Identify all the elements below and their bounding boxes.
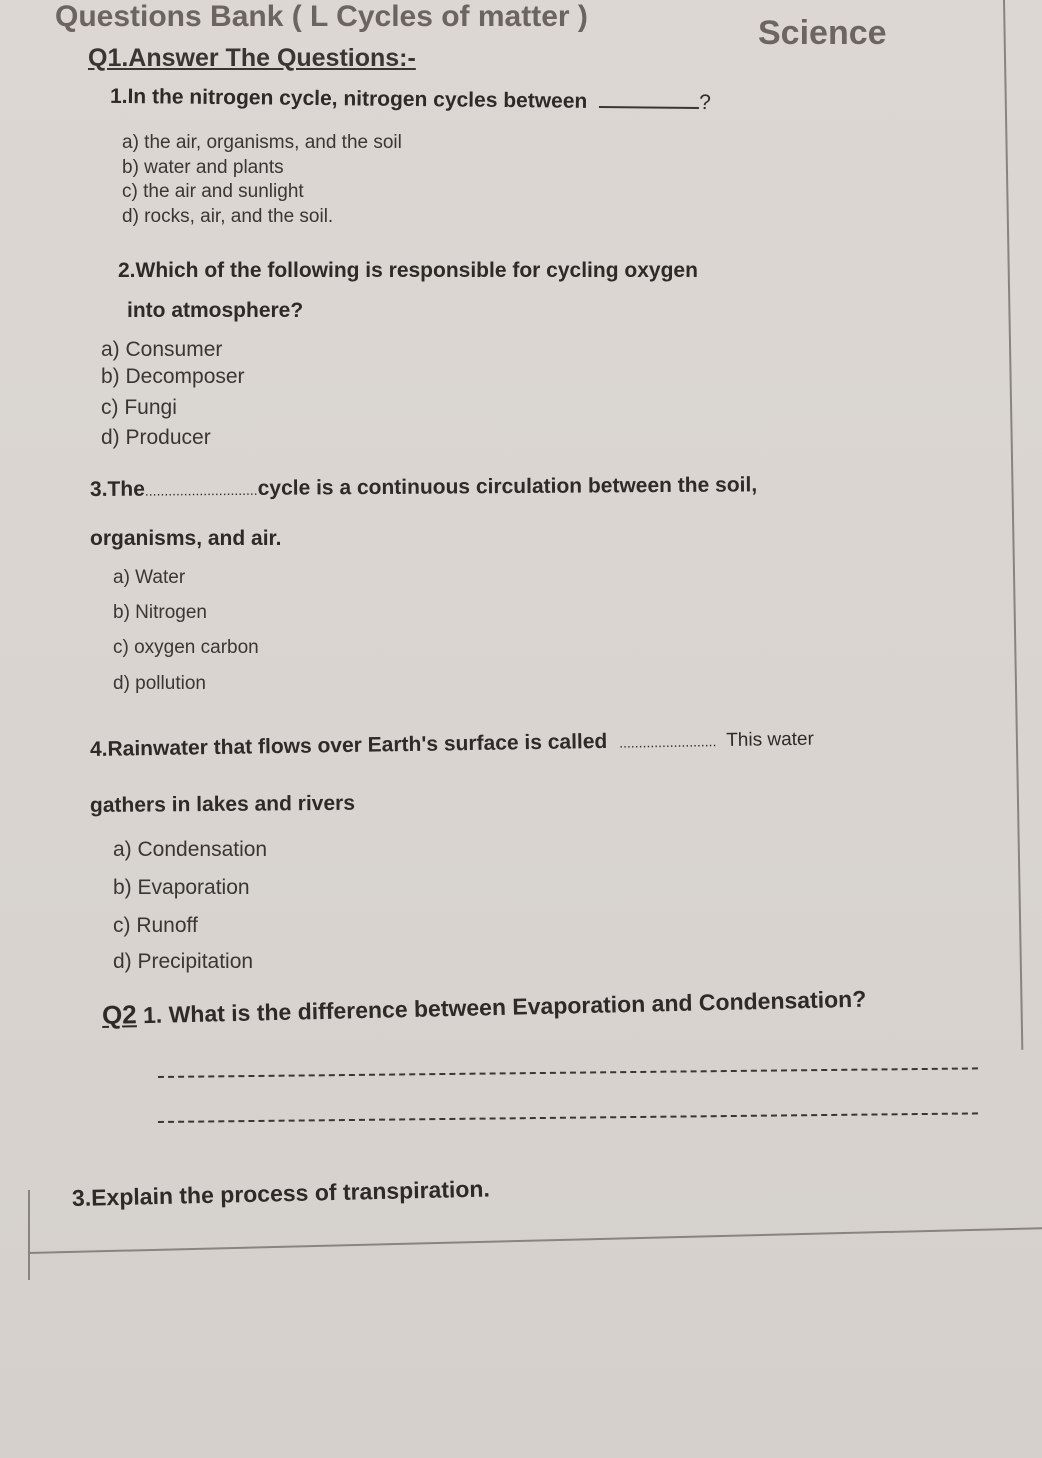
section-heading-q2: Q2 <box>101 999 138 1030</box>
q2-question-3: 3.Explain the process of transpiration. <box>71 1175 491 1211</box>
answer-blank-dots: ............................. <box>144 481 258 499</box>
answer-line-1 <box>158 1067 978 1078</box>
option-2d: d) Producer <box>101 426 211 449</box>
option-1c: c) the air and sunlight <box>122 181 304 202</box>
option-3c: c) oxygen carbon <box>113 637 259 658</box>
page-border-right <box>1003 0 1023 1050</box>
question-3-line-2: organisms, and air. <box>90 527 282 550</box>
question-4-line-1 <box>90 727 814 762</box>
option-1b: b) water and plants <box>122 157 284 178</box>
option-3b: b) Nitrogen <box>113 602 207 623</box>
question-4-text-start: 4.Rainwater that flows over Earth's surface is called <box>89 729 608 761</box>
option-4c: c) Runoff <box>113 914 198 937</box>
option-3a: a) Water <box>113 567 186 588</box>
question-4-text-end: This water <box>726 728 815 752</box>
question-mark: ? <box>699 91 711 115</box>
page-border-bottom <box>28 1227 1042 1254</box>
option-1a: a) the air, organisms, and the soil <box>122 132 402 153</box>
option-4d: d) Precipitation <box>113 950 254 973</box>
answer-blank <box>599 106 699 109</box>
question-4-line-2: gathers in lakes and rivers <box>89 791 356 817</box>
answer-blank-dots: ......................... <box>619 733 717 751</box>
question-2-line-2: into atmosphere? <box>127 299 304 322</box>
question-3-text-start: 3.The <box>89 477 145 501</box>
question-2-line-1: 2.Which of the following is responsible for cycling oxygen <box>118 259 698 282</box>
question-1-text: 1.In the nitrogen cycle, nitrogen cycles between <box>109 84 588 113</box>
option-3d: d) pollution <box>113 673 206 694</box>
option-2b: b) Decomposer <box>101 365 245 388</box>
option-1d: d) rocks, air, and the soil. <box>122 206 334 227</box>
option-4a: a) Condensation <box>113 838 268 861</box>
question-3-text-end: cycle is a continuous circulation between the soil, <box>257 473 758 500</box>
page-border-left <box>28 1190 30 1280</box>
q2-question-1 <box>102 983 867 1031</box>
option-2a: a) Consumer <box>101 338 223 361</box>
answer-line-2 <box>158 1112 978 1123</box>
subject-label: Science <box>758 14 887 52</box>
option-2c: c) Fungi <box>101 396 177 419</box>
page-title: Questions Bank ( L Cycles of matter ) <box>55 0 588 33</box>
question-1 <box>110 85 711 115</box>
q2-question-1-text: 1. What is the difference between Evaporation and Condensation? <box>142 985 867 1029</box>
section-heading-q1: Q1.Answer The Questions:- <box>88 44 416 72</box>
option-4b: b) Evaporation <box>113 876 250 899</box>
question-3-line-1 <box>90 473 757 502</box>
